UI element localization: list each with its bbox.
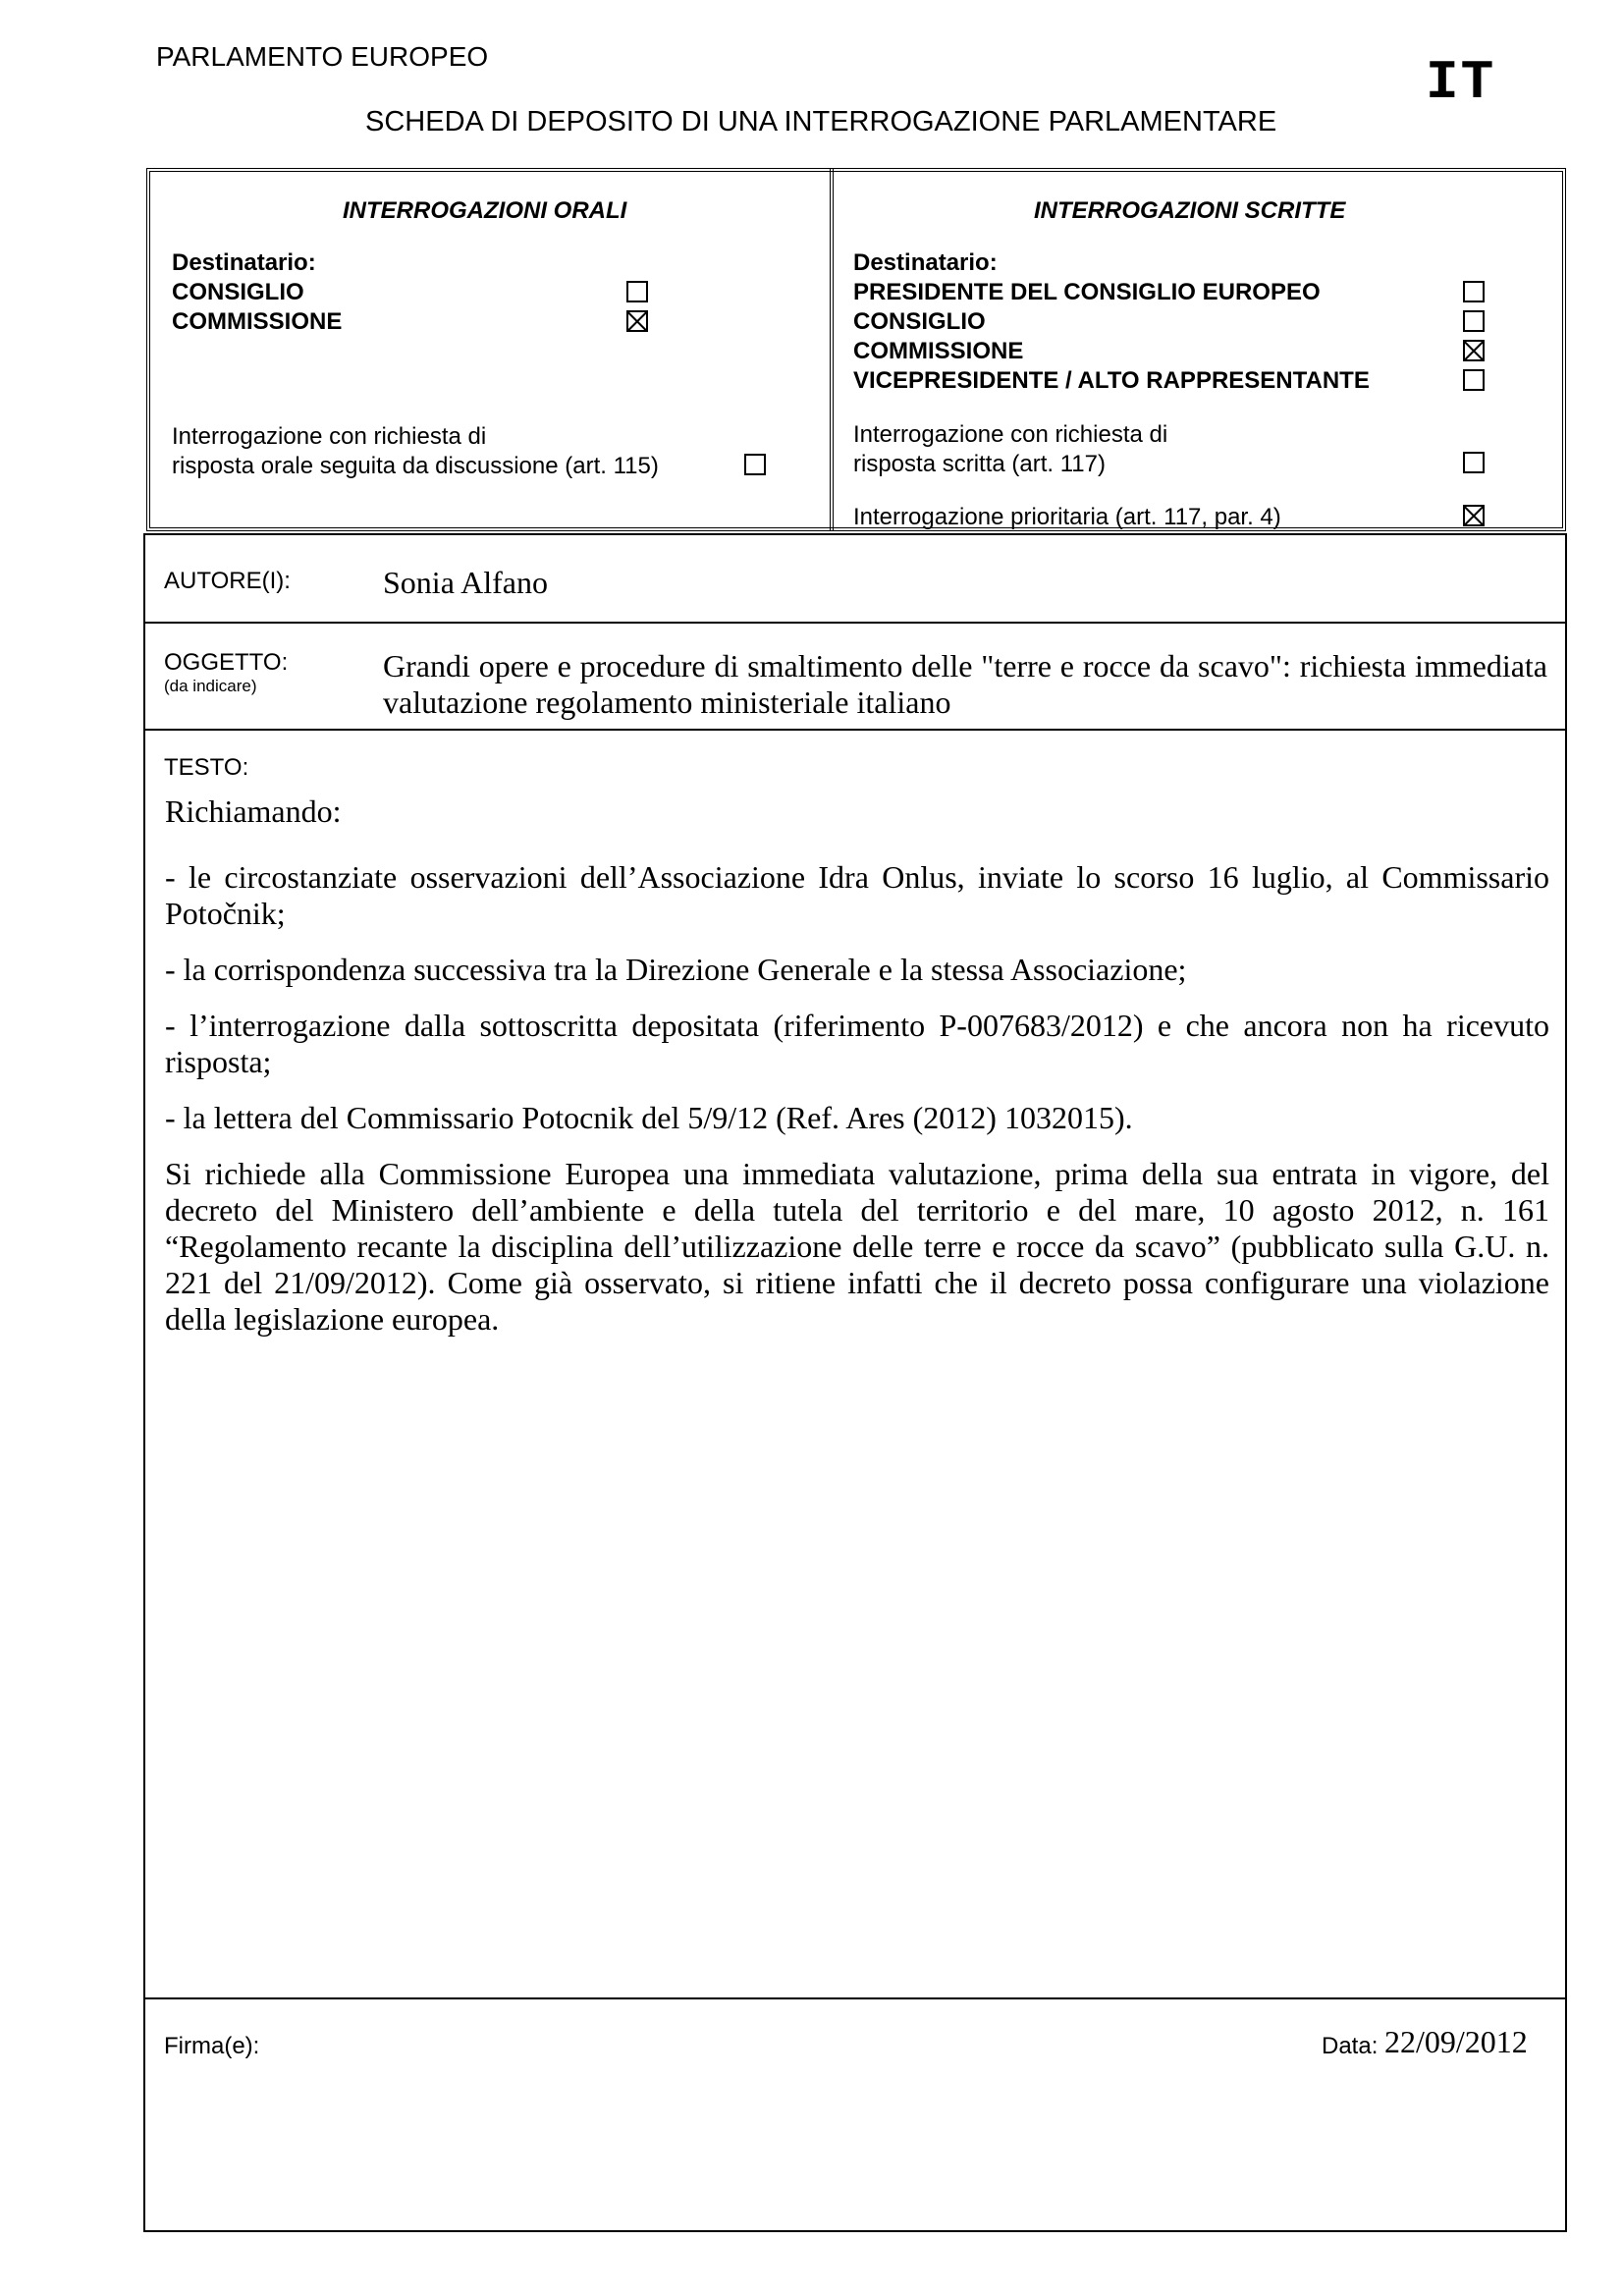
date-label: Data: xyxy=(1322,2033,1379,2059)
subject-label: OGGETTO: xyxy=(164,649,289,676)
written-questions-heading: INTERROGAZIONI SCRITTE xyxy=(1034,197,1346,224)
text-point: - l’interrogazione dalla sottoscritta depositata (riferimento P-007683/2012) e che ancora non ha ricevuto risposta; xyxy=(165,1008,1549,1079)
text-point: - la corrispondenza successiva tra la Direzione Generale e la stessa Associazione; xyxy=(165,952,1187,987)
divider-subject xyxy=(143,729,1567,731)
form-title: SCHEDA DI DEPOSITO DI UNA INTERROGAZIONE PARLAMENTARE xyxy=(365,106,1277,137)
signature-label: Firma(e): xyxy=(164,2033,260,2059)
oral-discussion-label-line1: Interrogazione con richiesta di xyxy=(172,423,487,450)
date-value[interactable]: 22/09/2012 xyxy=(1384,2024,1528,2059)
column-divider xyxy=(830,168,834,531)
text-point: - la lettera del Commissario Potocnik del 5/9/12 (Ref. Ares (2012) 1032015). xyxy=(165,1100,1133,1135)
written-answer-checkbox[interactable] xyxy=(1463,452,1485,473)
oral-recipient-consiglio: CONSIGLIO xyxy=(172,279,304,305)
oral-discussion-label-line2: risposta orale seguita da discussione (art. 115) xyxy=(172,453,659,479)
language-code: IT xyxy=(1426,51,1496,114)
written-recipient-consiglio: CONSIGLIO xyxy=(853,308,986,335)
question-text[interactable] xyxy=(165,793,1549,1357)
written-commissione-checkbox[interactable] xyxy=(1463,340,1485,361)
oral-recipient-commissione: COMMISSIONE xyxy=(172,308,343,335)
written-presidente-checkbox[interactable] xyxy=(1463,281,1485,302)
written-recipient-vicepresidente: VICEPRESIDENTE / ALTO RAPPRESENTANTE xyxy=(853,367,1370,394)
divider-text xyxy=(143,1997,1567,1999)
question-form xyxy=(143,533,1567,2232)
text-intro: Richiamando: xyxy=(165,793,342,829)
oral-questions-heading: INTERROGAZIONI ORALI xyxy=(343,197,627,224)
written-recipient-label: Destinatario: xyxy=(853,249,998,276)
author-label: AUTORE(I): xyxy=(164,568,291,594)
priority-question-label: Interrogazione prioritaria (art. 117, par. 4) xyxy=(853,504,1281,530)
written-recipient-presidente: PRESIDENTE DEL CONSIGLIO EUROPEO xyxy=(853,279,1321,305)
oral-commissione-checkbox[interactable] xyxy=(626,310,648,332)
divider-author xyxy=(143,622,1567,624)
text-request: Si richiede alla Commissione Europea una immediata valutazione, prima della sua entrata in vigore, del decreto del Ministero dell’ambiente e della tutela del territorio e del mare, 10 agosto 2012, n. 161 “Regolamento recante la disciplina dell’utilizzazione delle terre e rocce da scavo” (pubblicato sulla G.U. n. 221 del 21/09/2012). Come già osservato, si ritiene infatti che il decreto possa configurare una violazione della legislazione europea. xyxy=(165,1156,1549,1337)
written-consiglio-checkbox[interactable] xyxy=(1463,310,1485,332)
subject-sublabel: (da indicare) xyxy=(164,677,257,695)
oral-consiglio-checkbox[interactable] xyxy=(626,281,648,302)
text-label: TESTO: xyxy=(164,754,249,781)
author-value[interactable]: Sonia Alfano xyxy=(383,565,548,600)
oral-recipient-label: Destinatario: xyxy=(172,249,316,276)
text-point: - le circostanziate osservazioni dell’Associazione Idra Onlus, inviate lo scorso 16 luglio, al Commissario Potočnik; xyxy=(165,859,1549,931)
written-answer-label-line2: risposta scritta (art. 117) xyxy=(853,451,1106,477)
organization-name: PARLAMENTO EUROPEO xyxy=(156,41,489,72)
written-vicepresidente-checkbox[interactable] xyxy=(1463,369,1485,391)
written-answer-label-line1: Interrogazione con richiesta di xyxy=(853,421,1168,448)
written-recipient-commissione: COMMISSIONE xyxy=(853,338,1024,364)
subject-value[interactable]: Grandi opere e procedure di smaltimento delle "terre e rocce da scavo": richiesta immediata valutazione regolamento ministeriale italiano xyxy=(383,648,1547,720)
priority-question-checkbox[interactable] xyxy=(1463,505,1485,526)
oral-discussion-checkbox[interactable] xyxy=(744,454,766,475)
